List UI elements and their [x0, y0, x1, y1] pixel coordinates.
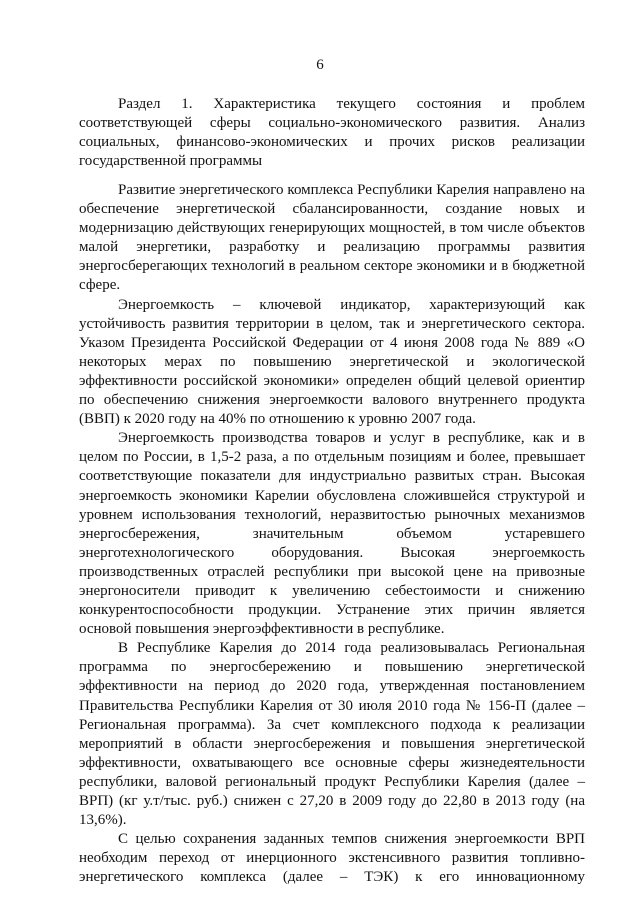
paragraph-energy-complex: Развитие энергетического комплекса Республики Карелия направлено на обеспечение энергетической сбалансированности, создание новых и модернизацию действующих генерирующих мощностей, в том числе объектов малой энергетики, разработку и реализацию программы развития энергосберегающих технологий в реальном секторе экономики и в бюджетной сфере. — [79, 182, 585, 294]
paragraph-energy-intensity-indicator: Энергоемкость – ключевой индикатор, характеризующий как устойчивость развития территории в целом, так и энергетического сектора. Указом Президента Российской Федерации от 4 июня 2008 года № 889 «О некоторых мерах по повышению энергетической и экологической эффективности российской экономики» определен общий целевой ориентир по обеспечению снижения энергоемкости валового внутреннего продукта (ВВП) к 2020 году на 40% по отношению к уровню 2007 года. — [79, 296, 585, 428]
paragraph-energy-intensity-production: Энергоемкость производства товаров и услуг в республике, как и в целом по России, в 1,5-2 раза, а по отдельным позициям и более, превышает соответствующие показатели для индустриально развитых стран. Высокая энергоемкость экономики Карелии обусловлена сложившейся структурой и уровнем использования технологий, неразвитостью рыночных механизмов энергосбережения, значительным объемом устаревшего энерготехнологического оборудования. Высокая энергоемкость производственных отраслей республики при высокой цене на привозные энергоносители приводит к увеличению себестоимости и снижению конкурентоспособности продукции. Устранение этих причин является основой повышения энергоэффективности в республике. — [79, 430, 585, 638]
section-heading: Раздел 1. Характеристика текущего состояния и проблем соответствующей сферы социально-экономического развития. Анализ социальных, финансово-экономических и прочих рисков реализации государственной программы — [79, 96, 585, 169]
paragraph-regional-program: В Республике Карелия до 2014 года реализовывалась Региональная программа по энергосбережению и повышению энергетической эффективности на период до 2020 года, утвержденная постановлением Правительства Республики Карелия от 30 июля 2010 года № 156-П (далее – Региональная программа). За счет комплексного подхода к реализации мероприятий в области энергосбережения и повышения энергетической эффективности, охватывающего все основные сферы жизнедеятельности республики, валовой региональный продукт Республики Карелия (далее – ВРП) (кг у.т/тыс. руб.) снижен с 27,20 в 2009 году до 22,80 в 2013 году (на 13,6%). — [79, 640, 585, 829]
document-body — [79, 181, 585, 887]
paragraph-grp-reduction: С целью сохранения заданных темпов снижения энергоемкости ВРП необходим переход от инерционного экстенсивного развития топливно-энергетического комплекса (далее – ТЭК) к его инновационному — [79, 831, 585, 886]
page-number: 6 — [316, 57, 324, 73]
